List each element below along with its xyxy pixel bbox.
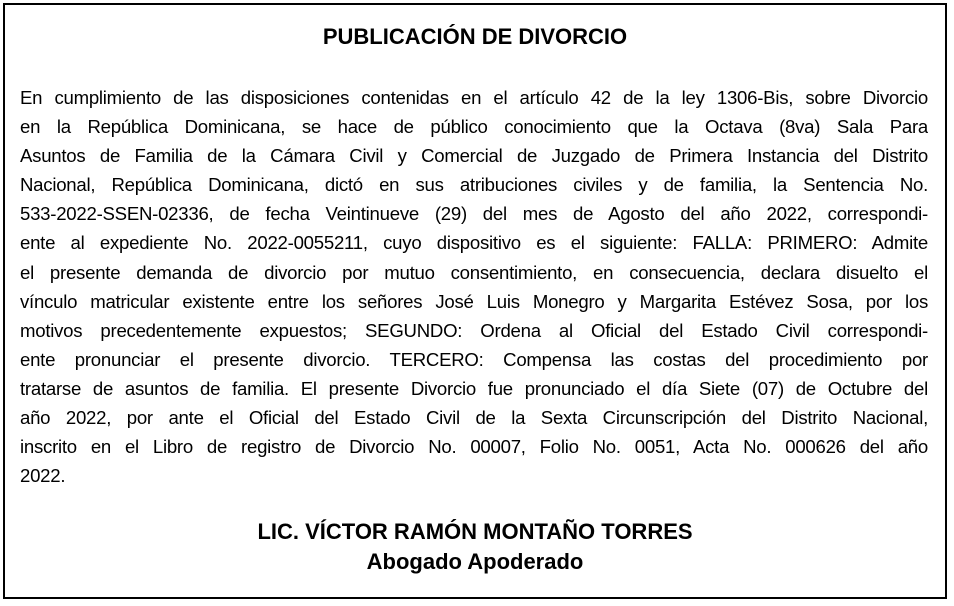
signatory-name: LIC. VÍCTOR RAMÓN MONTAÑO TORRES: [257, 519, 693, 544]
body-line: ente pronunciar el presente divorcio. TERCERO: Compensa las costas del procedimiento por: [20, 348, 928, 370]
body-line: vínculo matricular existente entre los señores José Luis Monegro y Margarita Estévez Sosa, por los: [20, 290, 928, 312]
body-line: 2022.: [20, 465, 66, 487]
body-line: ente al expediente No. 2022-0055211, cuyo dispositivo es el siguiente: FALLA: PRIMERO: Admite: [20, 232, 928, 254]
body-line: en la República Dominicana, se hace de público conocimiento que la Octava (8va) Sala Para: [20, 116, 928, 138]
notice-body: [20, 83, 928, 490]
notice-title: PUBLICACIÓN DE DIVORCIO: [322, 24, 628, 49]
body-line: el presente demanda de divorcio por mutuo consentimiento, en consecuencia, declara disuelto el: [20, 261, 928, 283]
body-line: año 2022, por ante el Oficial del Estado Civil de la Sexta Circunscripción del Distrito Nacional,: [20, 407, 928, 429]
body-line: inscrito en el Libro de registro de Divorcio No. 00007, Folio No. 0051, Acta No. 000626 del año: [20, 436, 928, 458]
body-line: 533-2022-SSEN-02336, de fecha Veintinueve (29) del mes de Agosto del año 2022, correspondi-: [20, 203, 928, 225]
signatory-role: Abogado Apoderado: [366, 549, 584, 574]
divorce-notice: [3, 3, 947, 599]
body-line: motivos precedentemente expuestos; SEGUNDO: Ordena al Oficial del Estado Civil correspondi-: [20, 319, 928, 341]
body-line: tratarse de asuntos de familia. El presente Divorcio fue pronunciado el día Siete (07) de Octubre del: [20, 377, 928, 399]
body-line: Asuntos de Familia de la Cámara Civil y Comercial de Juzgado de Primera Instancia del Distrito: [20, 145, 928, 167]
body-line: En cumplimiento de las disposiciones contenidas en el artículo 42 de la ley 1306-Bis, sobre Divorcio: [20, 87, 928, 108]
body-line: Nacional, República Dominicana, dictó en sus atribuciones civiles y de familia, la Sentencia No.: [20, 174, 928, 196]
